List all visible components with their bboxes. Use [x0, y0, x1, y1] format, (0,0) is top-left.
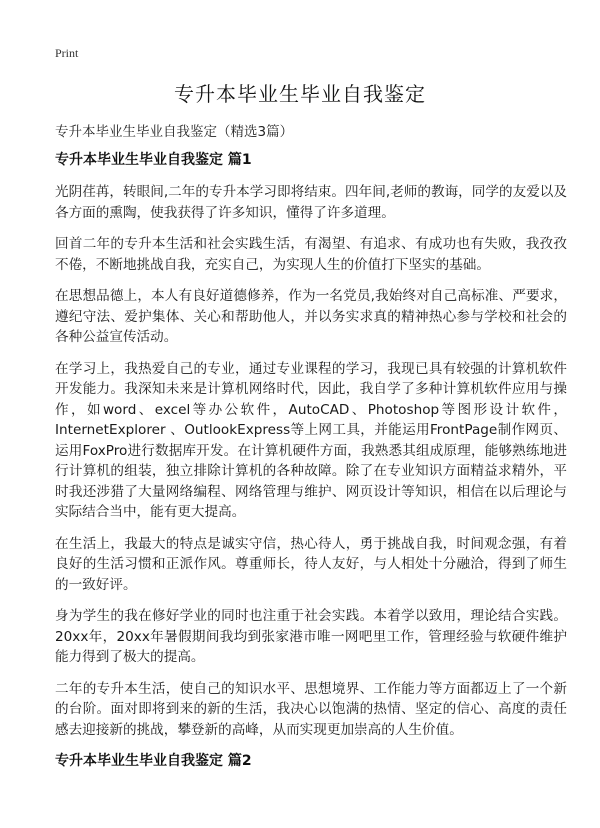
document-subtitle: 专升本毕业生毕业自我鉴定（精选3篇）	[55, 124, 294, 140]
print-link[interactable]: Print	[55, 46, 79, 60]
section-heading-1: 专升本毕业生毕业自我鉴定 篇1	[55, 152, 252, 168]
paragraph: 回首二年的专升本生活和社会实践生活，有渴望、有追求、有成功也有失败，我孜孜不倦，不断地挑战自我，充实自己，为实现人生的价值打下坚实的基础。	[55, 236, 567, 273]
paragraph: 光阴荏苒，转眼间,二年的专升本学习即将结束。四年间,老师的教诲，同学的友爱以及各方面的熏陶，使我获得了许多知识，懂得了许多道理。	[55, 184, 567, 221]
document-title: 专升本毕业生毕业自我鉴定	[174, 82, 426, 106]
document-body	[55, 150, 567, 783]
paragraph: 二年的专升本生活，使自己的知识水平、思想境界、工作能力等方面都迈上了一个新的台阶。面对即将到来的新的生活，我决心以饱满的热情、坚定的信心、高度的责任感去迎接新的挑战，攀登新的高峰，从而实现更加崇高的人生价值。	[55, 680, 567, 738]
paragraph: 在思想品德上，本人有良好道德修养，作为一名党员,我始终对自己高标准、严要求，遵纪守法、爱护集体、关心和帮助他人，并以务实求真的精神热心参与学校和社会的各种公益宣传活动。	[55, 288, 567, 345]
paragraph: 在生活上，我最大的特点是诚实守信，热心待人，勇于挑战自我，时间观念强，有着良好的生活习惯和正派作风。尊重师长，待人友好，与人相处十分融洽，得到了师生的一致好评。	[55, 535, 567, 593]
paragraph: 身为学生的我在修好学业的同时也注重于社会实践。本着学以致用，理论结合实践。20xx年，20xx年暑假期间我均到张家港市唯一网吧里工作，管理经验与软硬件维护能力得到了极大的提高。	[55, 608, 567, 665]
section-heading-2: 专升本毕业生毕业自我鉴定 篇2	[55, 753, 252, 769]
paragraph: 在学习上，我热爱自己的专业，通过专业课程的学习，我现已具有较强的计算机软件开发能力。我深知未来是计算机网络时代，因此，我自学了多种计算机软件应用与操作，如word、excel等办公软件，AutoCAD、Photoshop等图形设计软件，InternetExplorer 、OutlookExpress等上网工具，并能运用FrontPage制作网页、运用FoxPro进行数据库开发。在计算机硬件方面，我熟悉其组成原理，能够熟练地进行计算机的组装，独立排除计算机的各种故障。除了在专业知识方面精益求精外，平时我还涉猎了大量网络编程、网络管理与维护、网页设计等知识，相信在以后理论与实际结合当中，能有更大提高。	[55, 360, 567, 520]
